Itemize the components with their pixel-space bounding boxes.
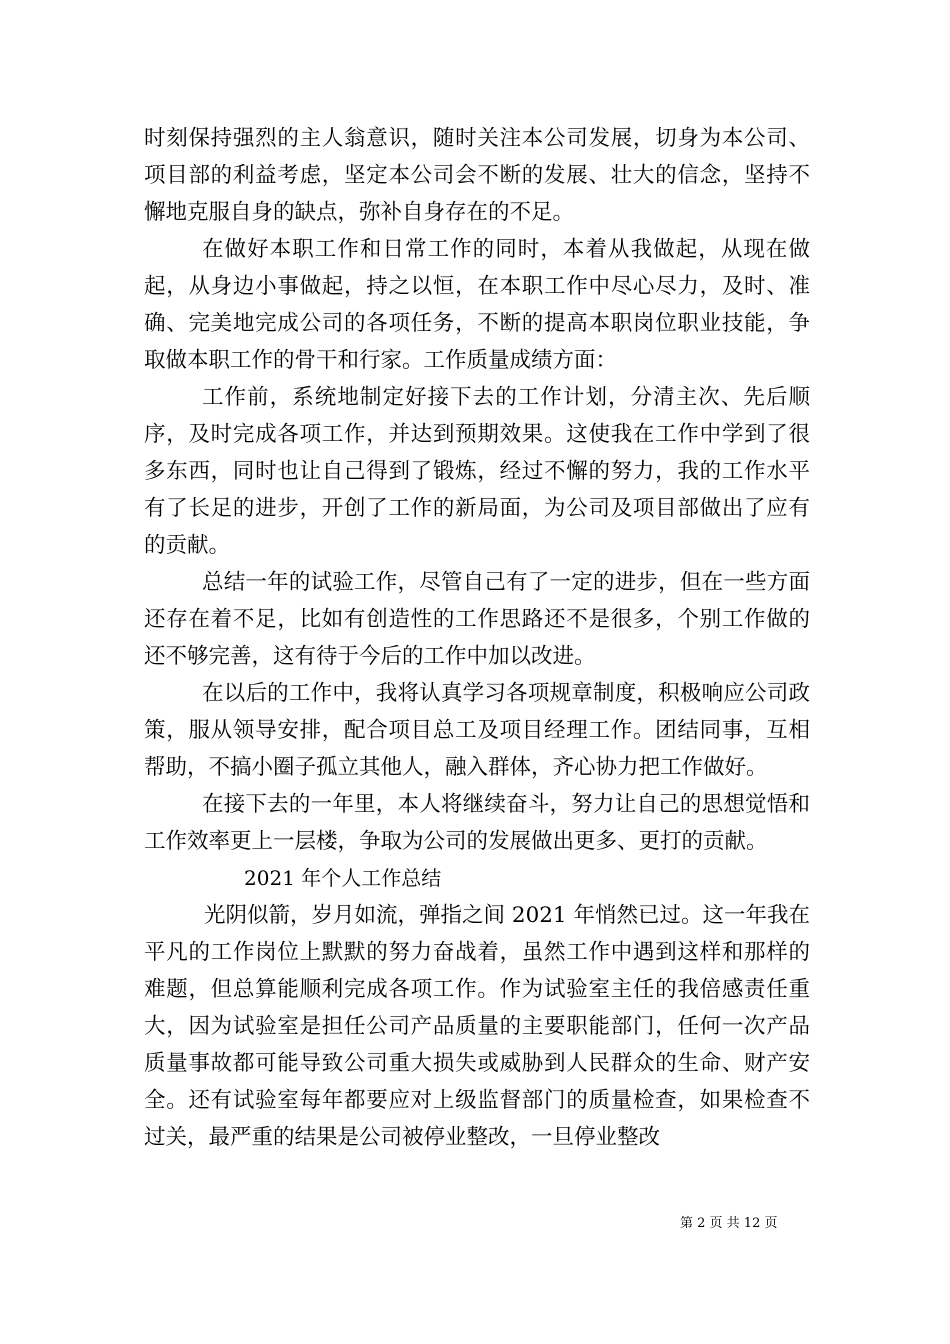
paragraph-2: 在做好本职工作和日常工作的同时，本着从我做起，从现在做起，从身边小事做起，持之以恒，在本职工作中尽心尽力，及时、准确、完美地完成公司的各项任务，不断的提高本职岗位职业技能，争取做本职工作的骨干和行家。工作质量成绩方面： <box>144 237 810 373</box>
paragraph-3: 工作前，系统地制定好接下去的工作计划，分清主次、先后顺序，及时完成各项工作，并达到预期效果。这使我在工作中学到了很多东西，同时也让自己得到了锻炼，经过不懈的努力，我的工作水平有了长足的进步，开创了工作的新局面，为公司及项目部做出了应有的贡献。 <box>144 385 810 558</box>
section-heading: 2021 年个人工作总结 <box>244 866 442 890</box>
paragraph-5: 在以后的工作中，我将认真学习各项规章制度，积极响应公司政策，服从领导安排，配合项目总工及项目经理工作。团结同事，互相帮助，不搞小圈子孤立其他人，融入群体，齐心协力把工作做好。 <box>144 681 810 780</box>
document-body <box>144 120 810 1156</box>
page-number: 第 2 页 共 12 页 <box>680 1216 778 1231</box>
paragraph-6: 在接下去的一年里，本人将继续奋斗，努力让自己的思想觉悟和工作效率更上一层楼，争取为公司的发展做出更多、更打的贡献。 <box>144 792 810 854</box>
paragraph-1: 时刻保持强烈的主人翁意识，随时关注本公司发展，切身为本公司、项目部的利益考虑，坚定本公司会不断的发展、壮大的信念，坚持不懈地克服自身的缺点，弥补自身存在的不足。 <box>144 126 810 225</box>
intro-paragraph: 光阴似箭，岁月如流，弹指之间 2021 年悄然已过。这一年我在平凡的工作岗位上默默的努力奋战着，虽然工作中遇到这样和那样的难题，但总算能顺利完成各项工作。作为试验室主任的我倍感责任重大，因为试验室是担任公司产品质量的主要职能部门，任何一次产品质量事故都可能导致公司重大损失或威胁到人民群众的生命、财产安全。还有试验室每年都要应对上级监督部门的质量检查，如果检查不过关，最严重的结果是公司被停业整改，一旦停业整改 <box>144 903 810 1150</box>
paragraph-4: 总结一年的试验工作，尽管自己有了一定的进步，但在一些方面还存在着不足，比如有创造性的工作思路还不是很多，个别工作做的还不够完善，这有待于今后的工作中加以改进。 <box>144 570 810 669</box>
